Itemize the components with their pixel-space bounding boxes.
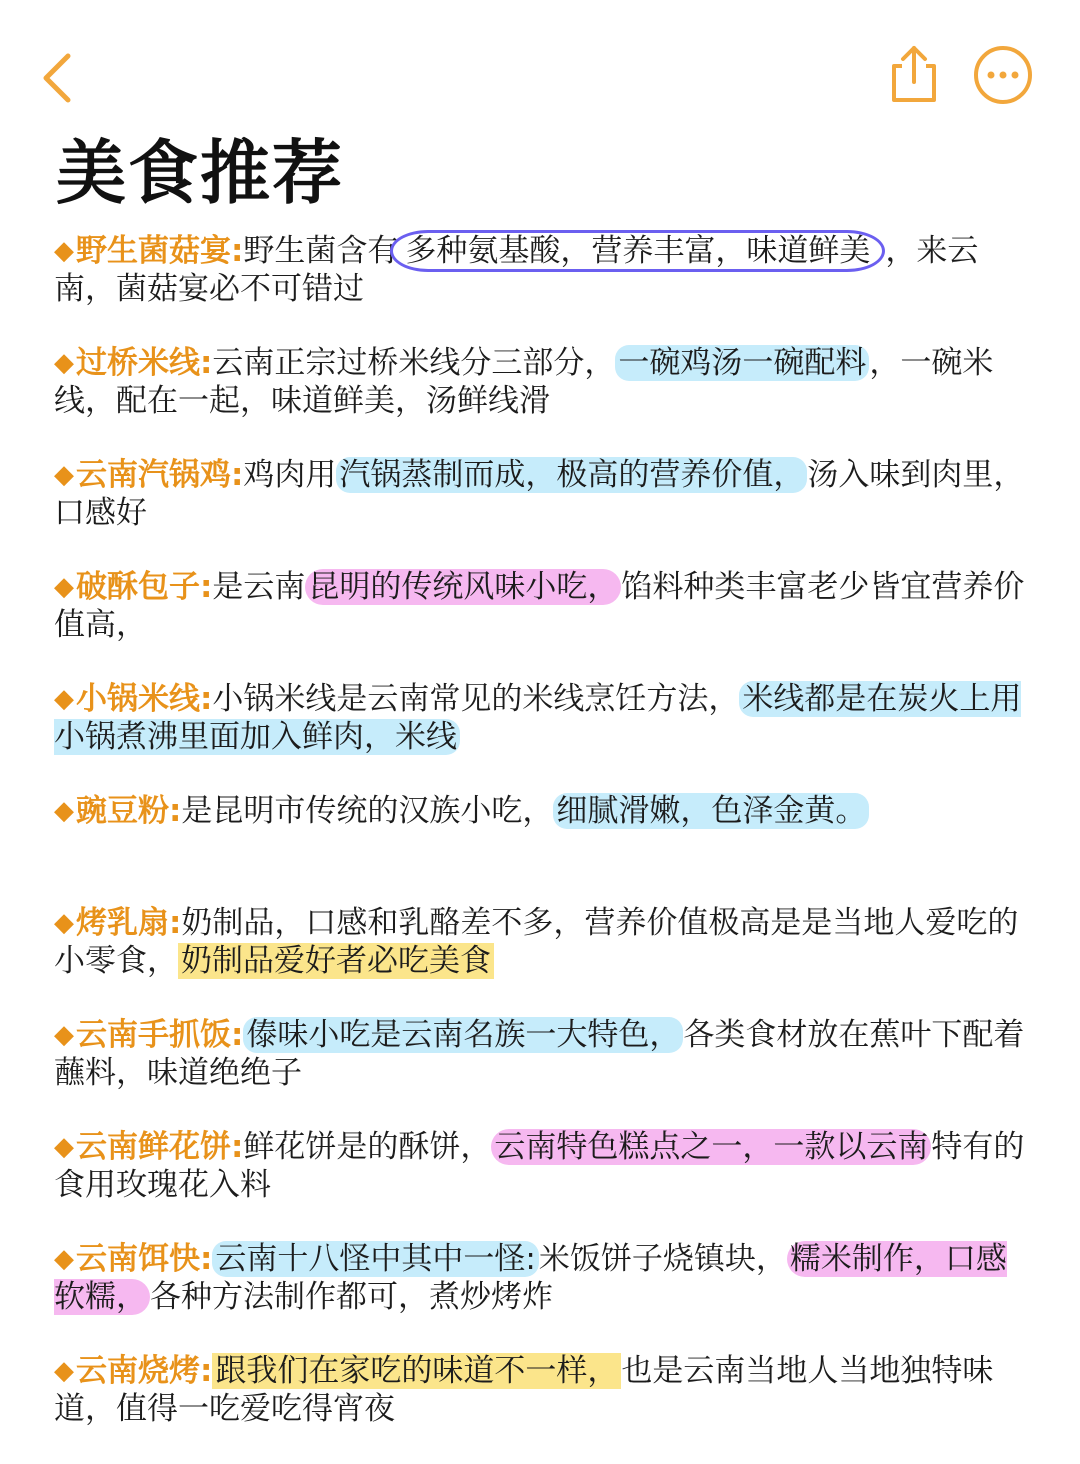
description: 各类食材放在蕉叶下配着蘸料，味道绝绝子 [54,1017,1025,1091]
description: 汤入味到肉里，口感好 [54,457,1025,531]
description: 也是云南当地人当地独特味道，值得一吃爱吃得宵夜 [54,1353,994,1427]
list-item [54,232,1026,344]
description: 鲜花饼是的酥饼， [243,1129,492,1165]
diamond-bullet-icon: ◆ [54,1356,74,1386]
list-item [54,1352,1026,1464]
description: 米饭饼子烧镇块， [538,1241,787,1277]
chevron-left-icon[interactable] [30,50,86,106]
highlight-blue: 细腻滑嫩，色泽金黄。 [553,793,869,829]
description: 奶制品，口感和乳酪差不多，营养价值极高是是当地人爱吃的小零食， [54,905,1019,979]
list-item [54,1240,1026,1352]
description: ，一碗米线，配在一起，味道鲜美，汤鲜线滑 [54,345,994,419]
diamond-bullet-icon: ◆ [54,796,74,826]
description: 鸡肉用 [243,457,337,493]
food-name: 烤乳扇: [76,905,182,941]
diamond-bullet-icon: ◆ [54,1132,74,1162]
food-name: 云南烧烤: [76,1353,213,1389]
food-name: 小锅米线: [76,681,213,717]
list-item [54,1128,1026,1240]
page-title: 美食推荐 [56,132,344,214]
diamond-bullet-icon: ◆ [54,1020,74,1050]
food-name: 破酥包子: [76,569,213,605]
highlight-blue: 汽锅蒸制而成，极高的营养价值， [336,457,807,493]
highlight-blue: 一碗鸡汤一碗配料 [615,345,869,381]
diamond-bullet-icon: ◆ [54,684,74,714]
diamond-bullet-icon: ◆ [54,460,74,490]
food-name: 豌豆粉: [76,793,182,829]
list-item [54,680,1026,792]
highlight-yellow: 奶制品爱好者必吃美食 [178,943,494,979]
list-item [54,792,1026,904]
share-icon[interactable] [884,42,944,106]
description: 各种方法制作都可，煮炒烤炸 [150,1279,553,1315]
list-item [54,456,1026,568]
list-item [54,568,1026,680]
diamond-bullet-icon: ◆ [54,236,74,266]
highlight-pink: 昆明的传统风味小吃， [305,569,621,605]
diamond-bullet-icon: ◆ [54,1244,74,1274]
highlight-blue: 米线都是在炭火上用小锅煮沸里面加入鲜肉，米线 [54,681,1022,755]
diamond-bullet-icon: ◆ [54,908,74,938]
description: 是昆明市传统的汉族小吃， [181,793,554,829]
food-name: 云南鲜花饼: [76,1129,244,1165]
description: 云南正宗过桥米线分三部分， [212,345,616,381]
list-item [54,344,1026,456]
description: 是云南 [212,569,306,605]
highlight-yellow: 跟我们在家吃的味道不一样， [212,1353,621,1389]
diamond-bullet-icon: ◆ [54,348,74,378]
description: 特有的食用玫瑰花入料 [54,1129,1025,1203]
top-bar [0,0,1080,120]
food-name: 云南手抓饭: [76,1017,244,1053]
description: ，来云南，菌菇宴必不可错过 [54,233,979,307]
food-name: 过桥米线: [76,345,213,381]
more-horizontal-icon[interactable] [972,44,1034,106]
food-name: 野生菌菇宴: [76,233,244,269]
highlight-blue: 云南十八怪中其中一怪: [212,1241,538,1277]
description: 馅料种类丰富老少皆宜营养价值高， [54,569,1025,643]
food-name: 云南汽锅鸡: [76,457,244,493]
description: 小锅米线是云南常见的米线烹饪方法， [212,681,740,717]
list-item [54,1016,1026,1128]
highlight-pink: 糯米制作，口感软糯， [54,1241,1007,1315]
list-item [54,904,1026,1016]
circled-text: 多种氨基酸，营养丰富，味道鲜美 [390,230,885,272]
food-list [54,232,1026,1464]
diamond-bullet-icon: ◆ [54,572,74,602]
food-name: 云南饵快: [76,1241,213,1277]
highlight-blue: 傣味小吃是云南名族一大特色， [243,1017,683,1053]
description: 野生菌含有 [243,233,399,269]
highlight-pink: 云南特色糕点之一，一款以云南 [491,1129,931,1165]
